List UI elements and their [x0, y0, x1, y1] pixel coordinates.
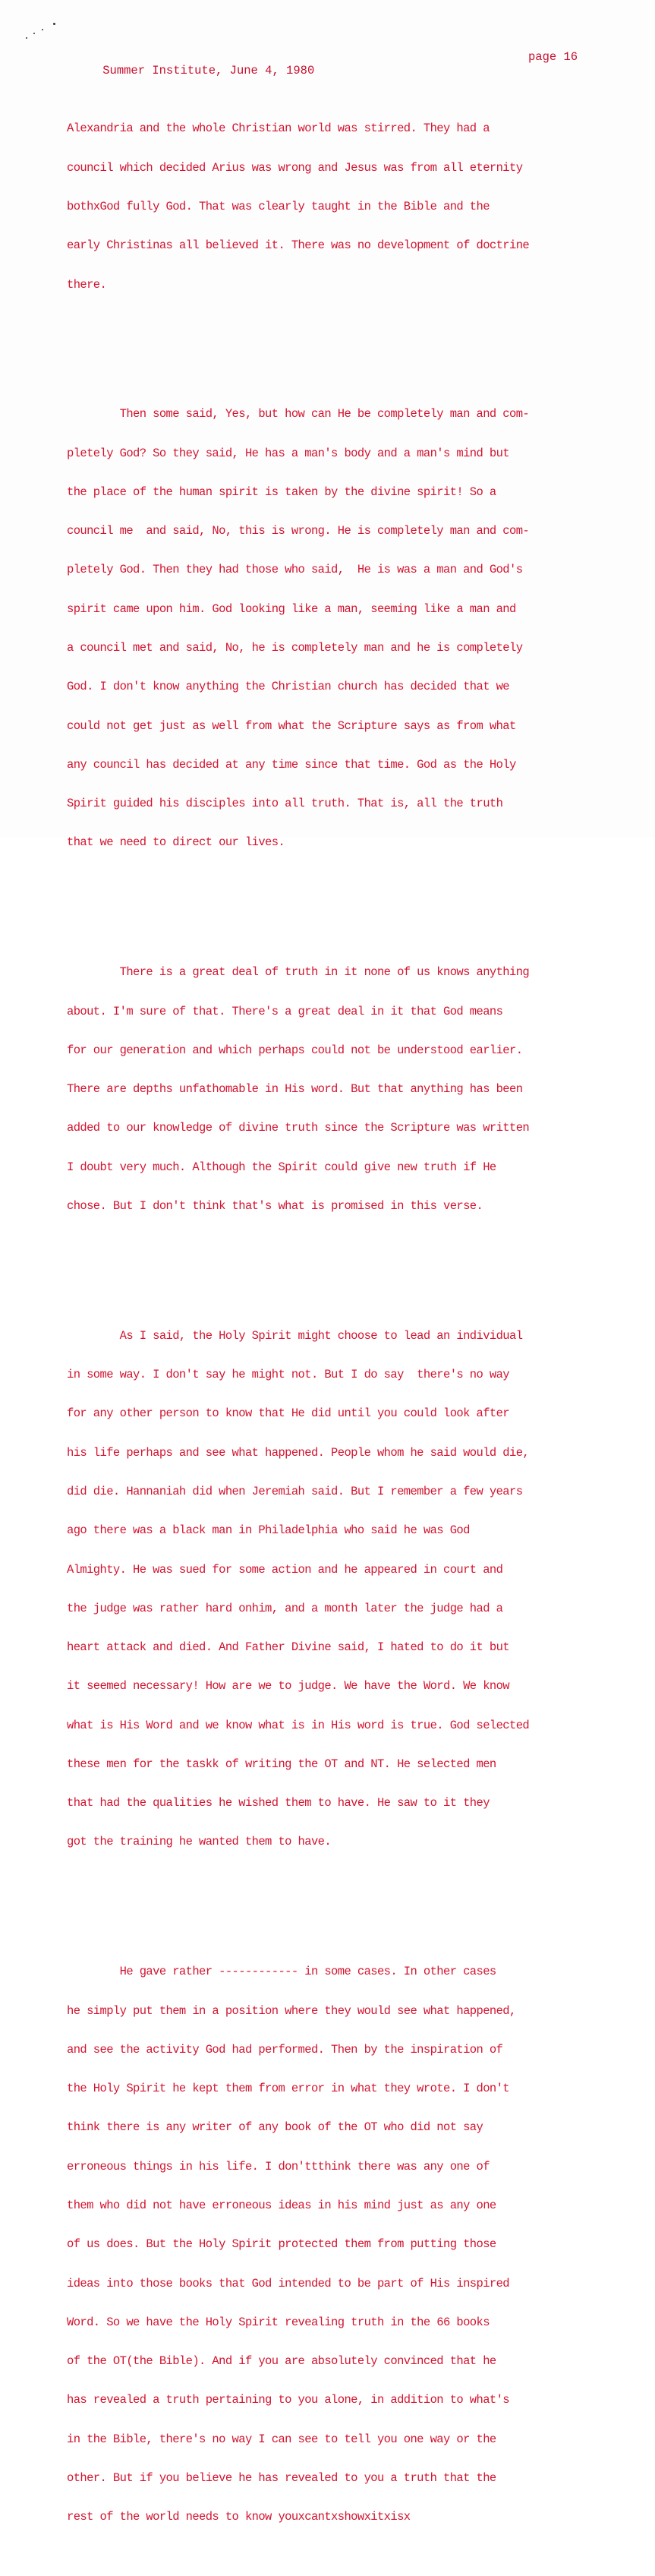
- text-line: has revealed a truth pertaining to you alone, in addition to what's: [67, 2393, 510, 2407]
- text-line: that we need to direct our lives.: [67, 835, 285, 850]
- text-line: heart attack and died. And Father Divine said, I hated to do it but: [67, 1640, 510, 1655]
- text-line: There are depths unfathomable in His word. But that anything has been: [67, 1082, 523, 1097]
- paper-speck: [53, 23, 55, 25]
- document-body: [67, 71, 628, 2576]
- text-line: his life perhaps and see what happened. People whom he said would die,: [67, 1445, 530, 1460]
- text-line: that had the qualities he wished them to have. He saw to it they: [67, 1796, 490, 1810]
- paragraph: [67, 1940, 628, 2549]
- paragraph: [67, 940, 628, 1239]
- page-number: page 16: [528, 50, 578, 64]
- paragraph: [67, 382, 628, 876]
- text-line: there.: [67, 277, 107, 292]
- paragraph: [67, 96, 628, 317]
- text-line: it seemed necessary! How are we to judge. We have the Word. We know: [67, 1679, 510, 1694]
- text-line: rest of the world needs to know youxcantxshowxitxisx: [67, 2510, 411, 2524]
- text-line: Then some said, Yes, but how can He be completely man and com-: [67, 407, 530, 421]
- text-line: the judge was rather hard onhim, and a month later the judge had a: [67, 1601, 503, 1615]
- text-line: early Christinas all believed it. There was no development of doctrine: [67, 238, 530, 253]
- text-line: council me and said, No, this is wrong. He is completely man and com-: [67, 524, 530, 538]
- text-line: There is a great deal of truth in it none of us knows anything: [67, 965, 530, 980]
- text-line: pletely God? So they said, He has a man's body and a man's mind but: [67, 446, 510, 460]
- text-line: As I said, the Holy Spirit might choose to lead an individual: [67, 1328, 523, 1343]
- text-line: Spirit guided his disciples into all truth. That is, all the truth: [67, 797, 503, 811]
- text-line: the Holy Spirit he kept them from error in what they wrote. I don't: [67, 2082, 510, 2096]
- text-line: he simply put them in a position where they would see what happened,: [67, 2003, 516, 2018]
- text-line: erroneous things in his life. I don'ttthink there was any one of: [67, 2159, 490, 2174]
- text-line: these men for the taskk of writing the OT and NT. He selected men: [67, 1757, 496, 1771]
- text-line: got the training he wanted them to have.: [67, 1835, 332, 1849]
- text-line: Word. So we have the Holy Spirit revealing truth in the 66 books: [67, 2315, 490, 2329]
- text-line: did die. Hannaniah did when Jeremiah said. But I remember a few years: [67, 1484, 523, 1498]
- text-line: Alexandria and the whole Christian world was stirred. They had a: [67, 122, 490, 136]
- text-line: bothxGod fully God. That was clearly taught in the Bible and the: [67, 199, 490, 213]
- text-line: of the OT(the Bible). And if you are absolutely convinced that he: [67, 2354, 496, 2369]
- text-line: for our generation and which perhaps could not be understood earlier.: [67, 1043, 523, 1057]
- paper-speck: [33, 33, 35, 34]
- text-line: I doubt very much. Although the Spirit could give new truth if He: [67, 1160, 496, 1174]
- text-line: other. But if you believe he has revealed to you a truth that the: [67, 2470, 496, 2485]
- text-line: could not get just as well from what the Scripture says as from what: [67, 718, 516, 733]
- header-title: Summer Institute, June 4, 1980: [102, 64, 315, 77]
- text-line: a council met and said, No, he is completely man and he is completely: [67, 641, 523, 655]
- text-line: about. I'm sure of that. There's a great deal in it that God means: [67, 1004, 503, 1018]
- paragraph: [67, 1304, 628, 1875]
- text-line: ago there was a black man in Philadelphia who said he was God: [67, 1523, 470, 1538]
- text-line: think there is any writer of any book of the OT who did not say: [67, 2120, 483, 2135]
- text-line: in the Bible, there's no way I can see to tell you one way or the: [67, 2432, 496, 2446]
- paper-speck: [26, 37, 27, 39]
- text-line: Almighty. He was sued for some action and he appeared in court and: [67, 1562, 503, 1577]
- text-line: added to our knowledge of divine truth since the Scripture was written: [67, 1121, 530, 1135]
- text-line: them who did not have erroneous ideas in his mind just as any one: [67, 2199, 496, 2212]
- text-line: council which decided Arius was wrong and Jesus was from all eternity: [67, 160, 523, 175]
- text-line: in some way. I don't say he might not. But I do say there's no way: [67, 1368, 510, 1382]
- text-line: the place of the human spirit is taken by the divine spirit! So a: [67, 485, 496, 499]
- paper-speck: [42, 29, 43, 30]
- text-line: for any other person to know that He did until you could look after: [67, 1406, 510, 1421]
- text-line: chose. But I don't think that's what is promised in this verse.: [67, 1198, 483, 1213]
- text-line: pletely God. Then they had those who said, He is was a man and God's: [67, 563, 523, 577]
- text-line: ideas into those books that God intended to be part of His inspired: [67, 2276, 510, 2290]
- text-line: what is His Word and we know what is in His word is true. God selected: [67, 1718, 530, 1732]
- text-line: God. I don't know anything the Christian church has decided that we: [67, 680, 510, 694]
- text-line: spirit came upon him. God looking like a man, seeming like a man and: [67, 601, 516, 616]
- text-line: any council has decided at any time since that time. God as the Holy: [67, 757, 516, 772]
- text-line: He gave rather ------------ in some cases. In other cases: [67, 1965, 496, 1979]
- text-line: and see the activity God had performed. Then by the inspiration of: [67, 2042, 503, 2057]
- text-line: of us does. But the Holy Spirit protected them from putting those: [67, 2237, 496, 2252]
